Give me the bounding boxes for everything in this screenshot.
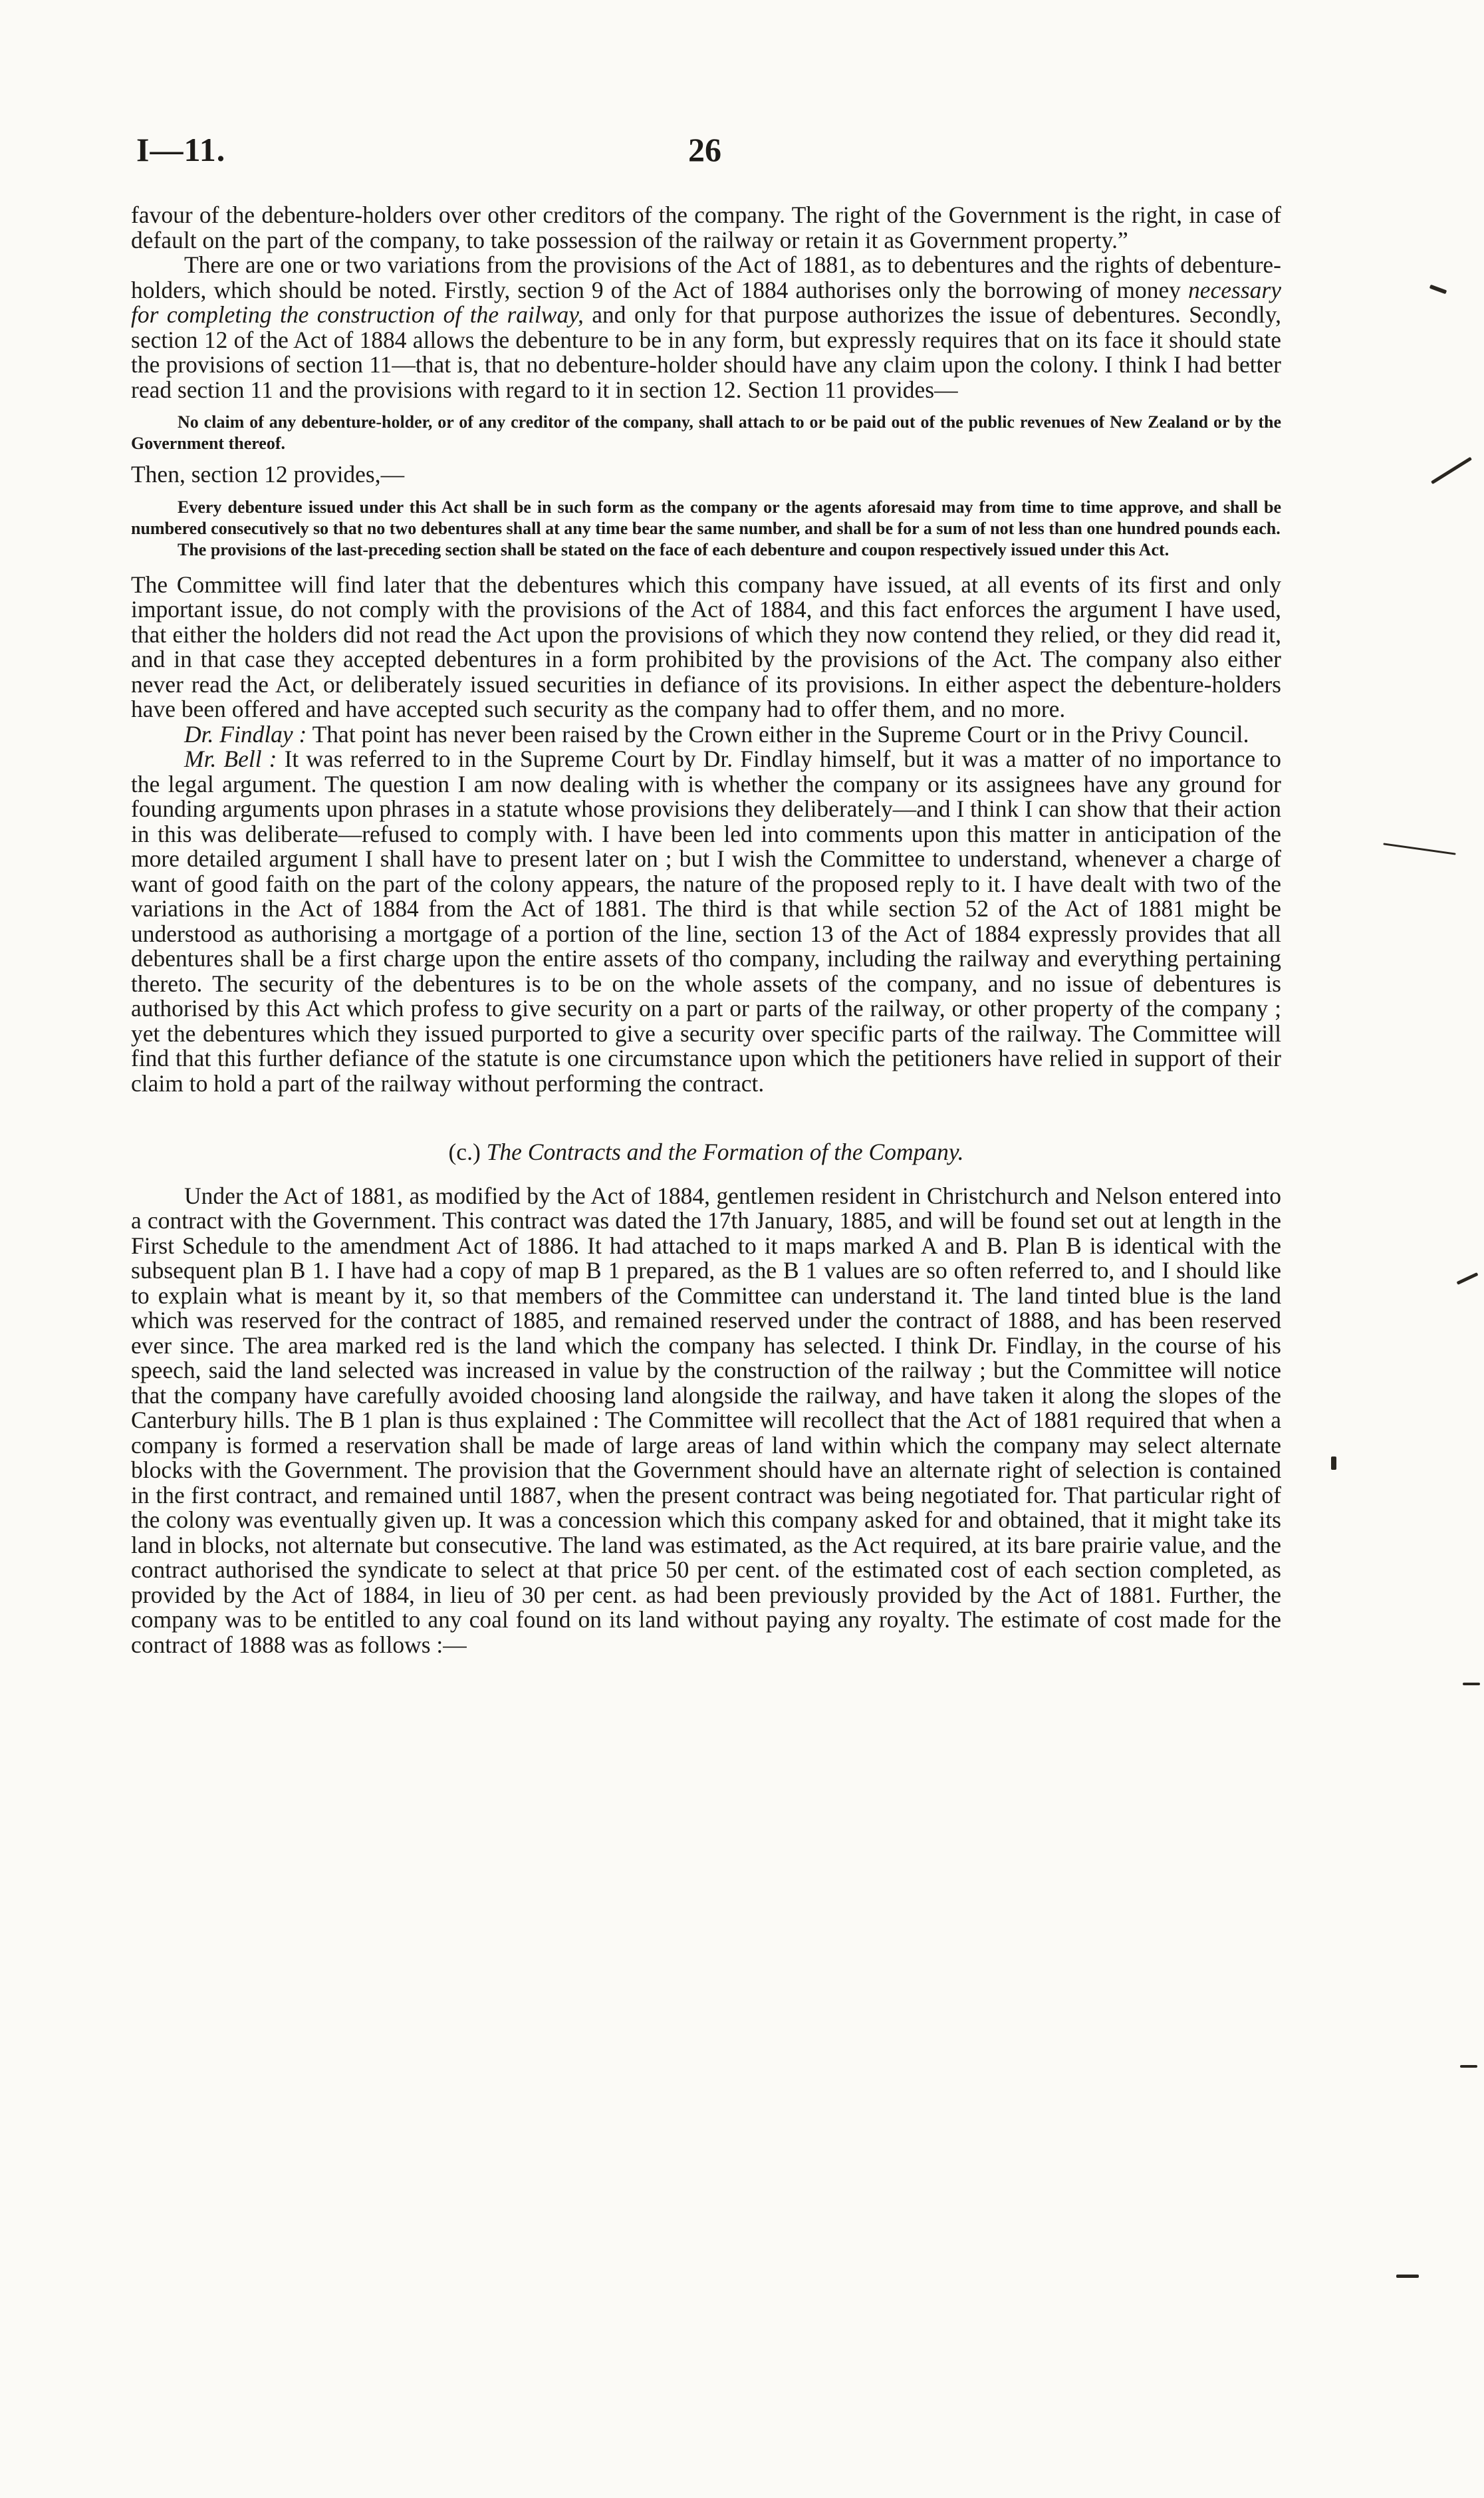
paragraph-dr-findlay — [131, 722, 1281, 748]
paragraph-text: There are one or two variations from the provisions of the Act of 1881, as to debentures and the rights of debenture-holders, which should be noted. Firstly, section 9 of the Act of 1884 authorises only the borrowing of money — [131, 251, 1281, 303]
paragraph-committee-debentures: The Committee will find later that the debentures which this company have issued, at all events of its first and only important issue, do not comply with the provisions of the Act of 1884, and this fact enforces the argument I have used, that either the holders did not read the Act upon the provisions of which they now contend they relied, or they did read it, and in that case they accepted debentures in a form prohibited by the provisions of the Act. The company also either never read the Act, or deliberately issued securities in defiance of its provisions. In either aspect the debenture-holders have been offered and have accepted such security as the company had to offer them, and no more. — [131, 571, 1281, 722]
quote-text: Every debenture issued under this Act shall be in such form as the company or the agents aforesaid may from time to time approve, and shall be numbered consecutively so that no two debentures shall at any time bear the same number, and shall be for a sum of not less than one hundred pounds each. — [131, 497, 1281, 538]
paragraph-text: That point has never been raised by the Crown either in the Supreme Court or in the Privy Council. — [307, 720, 1249, 748]
paragraph-mr-bell — [131, 747, 1281, 1096]
margin-mark — [1383, 843, 1455, 855]
paragraph-variations — [131, 253, 1281, 402]
document-reference: I—11. — [136, 131, 226, 168]
margin-mark — [1429, 285, 1447, 295]
statute-quote-section-11 — [131, 412, 1281, 454]
margin-mark — [1463, 1683, 1480, 1685]
paragraph-continuation: favour of the debenture-holders over other creditors of the company. The right of the Government is the right, in case of default on the part of the company, to take possession of the railway or retain it as Government property.” — [131, 202, 1281, 253]
page-header — [136, 130, 1351, 184]
section-letter: (c.) — [448, 1139, 481, 1165]
paragraph-text: It was referred to in the Supreme Court by Dr. Findlay himself, but it was a matter of no importance to the legal argument. The question I am now dealing with is whether the company or its assignees have any ground for founding arguments upon phrases in a statute whose provisions they deliberately—and I think I can show that their action in this was deliberate—refused to comply with. I have been led into comments upon this matter in anticipation of the more detailed argument I shall have to present later on ; but I wish the Committee to understand, whenever a charge of want of good faith on the part of the colony appears, the nature of the proposed reply to it. I have dealt with two of the variations in the Act of 1884 from the Act of 1881. The third is that while section 52 of the Act of 1881 might be understood as authorising a mortgage of a portion of the line, section 13 of the Act of 1884 expressly provides that all debentures shall be a first charge upon the entire assets of tho company, including the railway and everything pertaining thereto. The security of the debentures is to be on the whole assets of the company, and no issue of debentures is authorised by this Act which profess to give security on a part or parts of the railway, or other property of the company ; yet the debentures which they issued purported to give a security over specific parts of the railway. The Committee will find that this further defiance of the statute is one circumstance upon which the petitioners have relied in support of their claim to hold a part of the railway without performing the contract. — [131, 746, 1281, 1097]
speaker-name: Dr. Findlay : — [184, 720, 307, 748]
quote-text: No claim of any debenture-holder, or of any creditor of the company, shall attach to or be paid out of the public revenues of New Zealand or by the Government thereof. — [131, 412, 1281, 453]
page-number: 26 — [688, 131, 721, 168]
page-body — [131, 203, 1281, 1657]
emphasized-phrase: necessary for completing the construction of the railway, — [131, 276, 1281, 328]
quote-text: The provisions of the last-preceding section shall be stated on the face of each debenture and coupon respectively issued under this Act. — [178, 539, 1170, 559]
speaker-name: Mr. Bell : — [184, 746, 277, 772]
margin-mark — [1331, 1457, 1336, 1470]
margin-mark — [1396, 2275, 1419, 2278]
paragraph-section-12-intro: Then, section 12 provides,— — [131, 461, 405, 487]
section-heading — [131, 1140, 1281, 1165]
margin-mark — [1431, 457, 1472, 484]
margin-mark — [1460, 2065, 1477, 2068]
paragraph-contracts: Under the Act of 1881, as modified by the Act of 1884, gentlemen resident in Christchurch and Nelson entered into a contract with the Government. This contract was dated the 17th January, 1885, and will be found set out at length in the First Schedule to the amendment Act of 1886. It had attached to it maps marked A and B. Plan B is identical with the subsequent plan B 1. I have had a copy of map B 1 prepared, as the B 1 values are so often referred to, and I should like to explain what is meant by it, so that members of the Committee can understand it. The land tinted blue is the land which was reserved for the contract of 1885, and remained reserved under the contract of 1888, and has been reserved ever since. The area marked red is the land which the company has selected. I think Dr. Findlay, in the course of his speech, said the land selected was increased in value by the construction of the railway ; but the Committee will notice that the company have carefully avoided choosing land alongside the railway, and have taken it along the slopes of the Canterbury hills. The B 1 plan is thus explained : The Committee will recollect that the Act of 1881 required that when a company is formed a reservation shall be made of large areas of land within which the company may select alternate blocks with the Government. The provision that the Government should have an alternate right of selection is contained in the first contract, and remained until 1887, when the present contract was being negotiated for. That particular right of the colony was eventually given up. It was a concession which this company asked for and obtained, that it might take its land in blocks, not alternate but consecutive. The land was estimated, as the Act required, at its bare prairie value, and the contract authorised the syndicate to select at that price 50 per cent. of the estimated cost of each section completed, as provided by the Act of 1884, in lieu of 30 per cent. as had been previously provided by the Act of 1881. Further, the company was to be entitled to any coal found on its land without paying any royalty. The estimate of cost made for the contract of 1888 was as follows :— — [131, 1182, 1281, 1658]
section-title: The Contracts and the Formation of the Company. — [480, 1139, 964, 1165]
statute-quote-section-12 — [131, 497, 1281, 561]
margin-mark — [1457, 1272, 1479, 1285]
paragraph-text: and only for that purpose authorizes the issue of debentures. Secondly, section 12 of the Act of 1884 allows the debenture to be in any form, but expressly requires that on its face it should state the provisions of section 11—that is, that no debenture-holder should have any claim upon the colony. I think I had better read section 11 and the provisions with regard to it in section 12. Section 11 provides— — [131, 301, 1281, 403]
